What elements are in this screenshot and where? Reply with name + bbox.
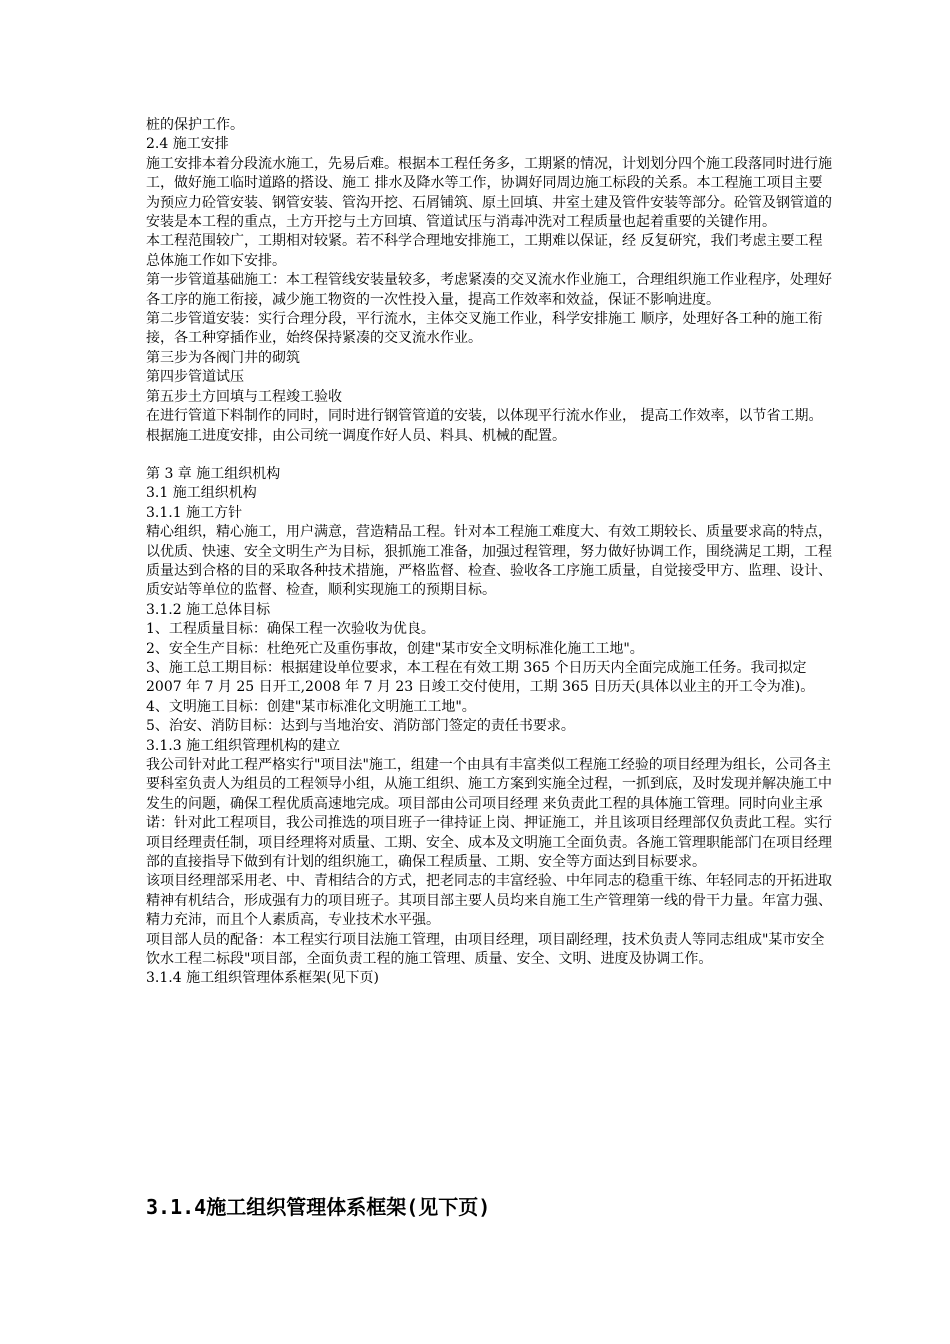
paragraph: 在进行管道下料制作的同时，同时进行钢管管道的安装，以体现平行流水作业， 提高工作效率，以节省工期。	[146, 408, 823, 425]
paragraph: 桩的保护工作。	[146, 117, 244, 133]
chapter-heading: 第 3 章 施工组织机构	[146, 465, 281, 482]
document-body	[146, 116, 834, 989]
paragraph: 第二步管道安装：实行合理分段，平行流水，主体交叉施工作业，科学安排施工 顺序，处理好各工种的施工衔接，各工种穿插作业，始终保持紧凑的交叉流水作业。	[146, 311, 823, 347]
paragraph: 第三步为各阀门井的砌筑	[146, 349, 300, 366]
section-heading: 3.1 施工组织机构	[146, 485, 257, 502]
framework-heading: 3.1.4施工组织管理体系框架(见下页)	[146, 1195, 491, 1219]
subsection-heading: 3.1.2 施工总体目标	[146, 601, 271, 618]
subsection-heading: 3.1.3 施工组织管理机构的建立	[146, 737, 341, 754]
list-item: 1、工程质量目标：确保工程一次验收为优良。	[146, 621, 435, 638]
list-item: 2、安全生产目标：杜绝死亡及重伤事故，创建"某市安全文明标准化施工工地"。	[146, 640, 644, 657]
list-item: 4、文明施工目标：创建"某市标准化文明施工工地"。	[146, 698, 476, 715]
paragraph: 根据施工进度安排，由公司统一调度作好人员、料具、机械的配置。	[146, 427, 566, 444]
list-item: 5、治安、消防目标：达到与当地治安、消防部门签定的责任书要求。	[146, 718, 575, 735]
blank-line	[146, 446, 834, 465]
paragraph: 施工安排本着分段流水施工，先易后难。根据本工程任务多，工期紧的情况，计划划分四个施工段落同时进行施工，做好施工临时道路的搭设、施工 排水及降水等工作，协调好同周边施工标段的关系。本工程施工项目主要为预应力砼管安装、钢管安装、管沟开挖、石屑铺筑、原土回填、井室土建及管件安装等部分。砼管及钢管道的安装是本工程的重点，土方开挖与土方回填、管道试压与消毒冲洗对工程质量也起着重要的关键作用。	[146, 155, 832, 231]
list-item: 3、施工总工期目标：根据建设单位要求，本工程在有效工期 365 个日历天内全面完成施工任务。我司拟定 2007 年 7 月 25 日开工,2008 年 7 月 23 日竣工交付使用，工期 365 日历天(具体以业主的开工令为准)。	[146, 659, 815, 696]
section-heading: 2.4 施工安排	[146, 136, 229, 153]
paragraph: 第四步管道试压	[146, 369, 244, 386]
paragraph: 项目部人员的配备：本工程实行项目法施工管理，由项目经理，项目副经理，技术负责人等同志组成"某市安全饮水工程二标段"项目部，全面负责工程的施工管理、质量、安全、文明、进度及协调工作。	[146, 931, 825, 968]
paragraph: 精心组织，精心施工，用户满意，营造精品工程。针对本工程施工难度大、有效工期较长、质量要求高的特点，以优质、快速、安全文明生产为目标，狠抓施工准备，加强过程管理，努力做好协调工作，围绕满足工期，工程质量达到合格的目的采取各种技术措施，严格监督、检查、验收各工序施工质量，自觉接受甲方、监理、设计、质安站等单位的监督、检查，顺利实现施工的预期目标。	[146, 524, 832, 599]
paragraph: 第五步土方回填与工程竣工验收	[146, 388, 342, 405]
paragraph: 我公司针对此工程严格实行"项目法"施工，组建一个由具有丰富类似工程施工经验的项目经理为组长，公司各主要科室负责人为组员的工程领导小组，从施工组织、施工方案到实施全过程，一抓到底，及时发现并解决施工中发生的问题，确保工程优质高速地完成。项目部由公司项目经理 来负责此工程的具体施工管理。同时向业主承诺：针对此工程项目，我公司推选的项目班子一律持证上岗、押证施工，并且该项目经理部仅负责此工程。实行项目经理责任制，项目经理将对质量、工期、安全、成本及文明施工全面负责。各施工管理职能部门在项目经理部的直接指导下做到有计划的组织施工，确保工程质量、工期、安全等方面达到目标要求。	[146, 757, 832, 871]
subsection-heading: 3.1.4 施工组织管理体系框架(见下页)	[146, 970, 379, 987]
subsection-heading: 3.1.1 施工方针	[146, 504, 243, 521]
paragraph: 第一步管道基础施工：本工程管线安装量较多，考虑紧凑的交叉流水作业施工，合理组织施工作业程序，处理好各工序的施工衔接，减少施工物资的一次性投入量，提高工作效率和效益，保证不影响进度。	[146, 272, 832, 308]
paragraph: 本工程范围较广，工期相对较紧。若不科学合理地安排施工，工期难以保证，经 反复研究，我们考虑主要工程总体施工作如下安排。	[146, 233, 823, 269]
paragraph: 该项目经理部采用老、中、青相结合的方式，把老同志的丰富经验、中年同志的稳重干练、年轻同志的开拓进取精神有机结合，形成强有力的项目班子。其项目部主要人员均来自施工生产管理第一线的骨干力量。年富力强、精力充沛，而且个人素质高，专业技术水平强。	[146, 873, 832, 929]
